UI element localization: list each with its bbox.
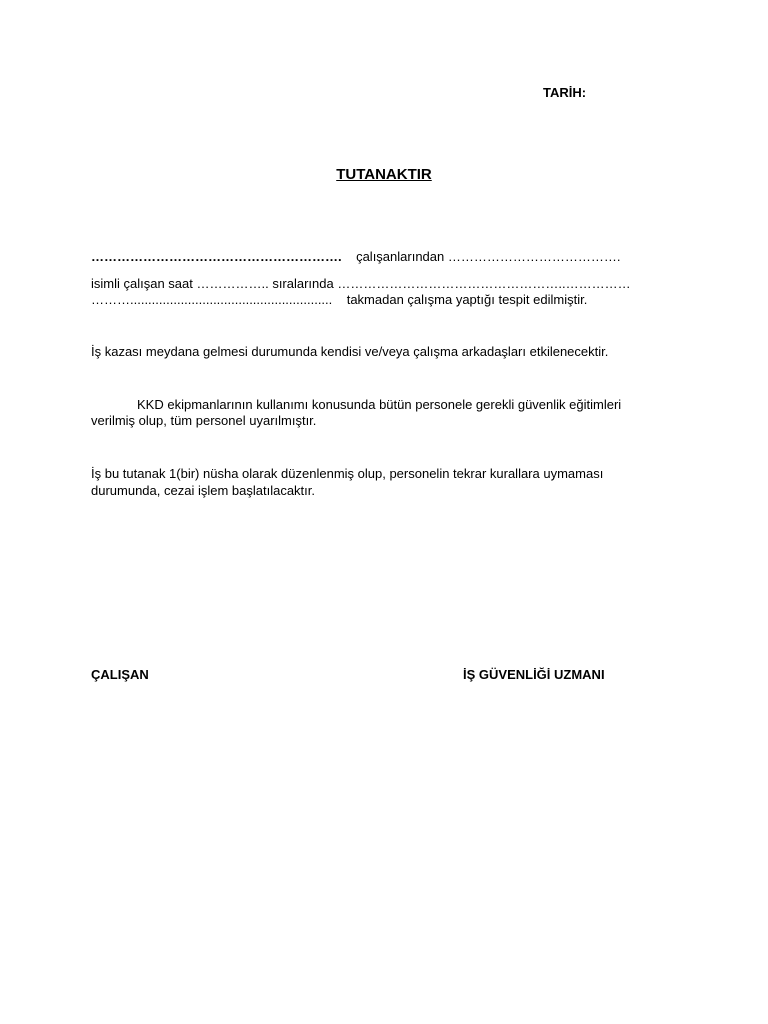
paragraph-penalty-line-2: durumunda, cezai işlem başlatılacaktır. [91,483,315,498]
body-line-3-text: takmadan çalışma yaptığı tespit edilmiştir. [346,292,588,307]
paragraph-training-line-1 [91,397,621,413]
paragraph-training-text-1: KKD ekipmanlarının kullanımı konusunda bütün personele gerekli güvenlik eğitimleri [137,397,622,412]
paragraph-accident-risk: İş kazası meydana gelmesi durumunda kendisi ve/veya çalışma arkadaşları etkilenecektir. [91,344,609,359]
signature-safety-specialist-label: İŞ GÜVENLİĞİ UZMANI [463,667,605,682]
paragraph-training-line-2: verilmiş olup, tüm personel uyarılmıştır. [91,413,317,428]
body-line-1 [91,249,620,265]
body-line-3 [91,292,587,308]
paragraph-penalty-line-1: İş bu tutanak 1(bir) nüsha olarak düzenlenmiş olup, personelin tekrar kurallara uymaması [91,466,604,481]
equipment-blank: ………........................................................ [91,292,333,307]
body-line-2: isimli çalışan saat …………….. sıralarında ……………………………………………..…………… [91,276,631,291]
name-blank: …………………………………………………. [91,249,342,264]
body-line-1-text: çalışanlarından …………………………………. [356,249,621,264]
date-label: TARİH: [543,85,587,100]
signature-employee-label: ÇALIŞAN [91,667,149,682]
document-title: TUTANAKTIR [336,166,432,183]
